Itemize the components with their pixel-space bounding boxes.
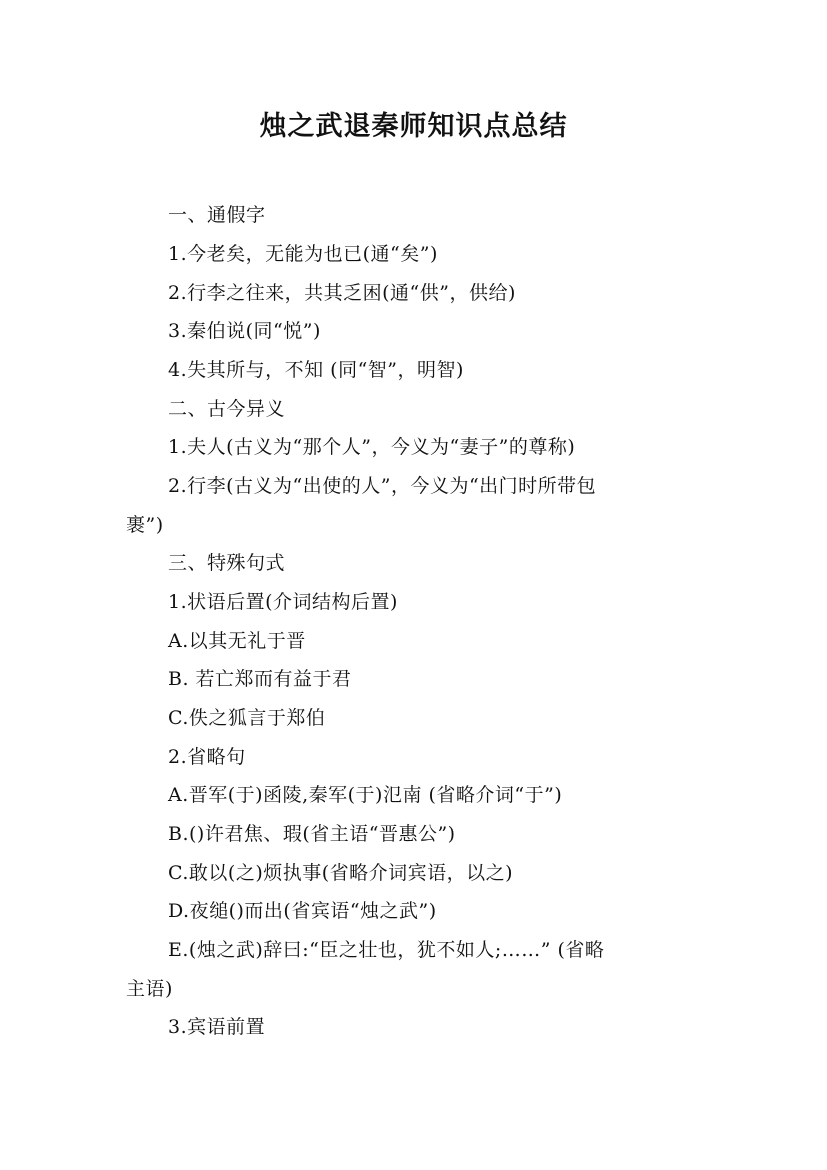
text-line: 2.行李(古义为“出使的人”，今义为“出门时所带包 (168, 475, 597, 497)
text-line: 1.今老矣，无能为也已(通“矣”) (168, 243, 438, 265)
text-line: D.夜缒()而出(省宾语“烛之武”) (168, 900, 437, 922)
text-line: 3.宾语前置 (168, 1016, 266, 1038)
text-line: 4.失其所与，不知 (同“智”，明智) (168, 359, 464, 381)
text-line-continuation: 裹”) (126, 514, 164, 536)
section-heading: 三、特殊句式 (168, 552, 286, 574)
text-line: E.(烛之武)辞曰:“臣之壮也，犹不如人;……” (省略 (168, 939, 605, 961)
text-line: C.佚之狐言于郑伯 (168, 707, 326, 729)
text-line: A.晋军(于)函陵,秦军(于)氾南 (省略介词“于”) (168, 784, 563, 806)
text-line: 1.夫人(古义为“那个人”，今义为“妻子”的尊称) (168, 436, 576, 458)
text-line-continuation: 主语) (126, 978, 173, 1000)
text-line: C.敢以(之)烦执事(省略介词宾语，以之) (168, 862, 514, 884)
text-line: 2.行李之往来，共其乏困(通“供”，供给) (168, 282, 516, 304)
text-line: B. 若亡郑而有益于君 (168, 668, 352, 690)
section-heading: 二、古今异义 (168, 398, 286, 420)
text-line: B.()许君焦、瑕(省主语“晋惠公”) (168, 823, 456, 845)
text-line: 3.秦伯说(同“悦”) (168, 320, 321, 342)
document-title: 烛之武退秦师知识点总结 (259, 111, 568, 142)
text-line: 2.省略句 (168, 746, 246, 768)
text-line: 1.状语后置(介词结构后置) (168, 591, 398, 613)
text-line: A.以其无礼于晋 (168, 630, 306, 652)
section-heading: 一、通假字 (168, 204, 266, 226)
